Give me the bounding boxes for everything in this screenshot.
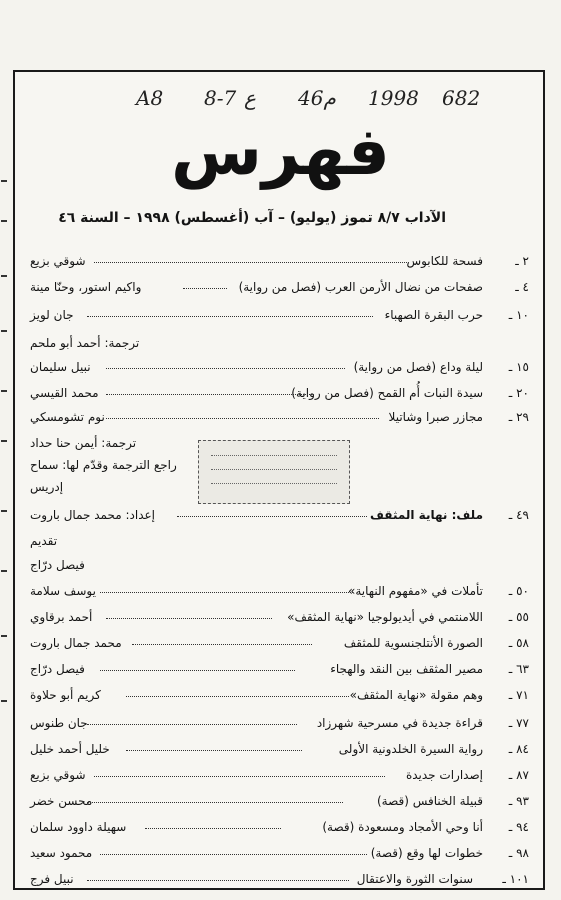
toc-leader-dots: [87, 724, 297, 725]
toc-entry: [0, 280, 561, 300]
toc-author: شوقي بزيع: [30, 768, 86, 782]
toc-page-number: ٢٩ ـ: [508, 410, 529, 424]
toc-author: ترجمة: أيمن حنا حداد: [30, 436, 137, 450]
toc-author: أحمد برقاوي: [30, 610, 93, 624]
toc-title: قبيلة الخنافس (قصة): [376, 794, 483, 808]
toc-entry: [0, 636, 561, 656]
toc-leader-dots: [87, 316, 373, 317]
toc-author: شوقي بزيع: [30, 254, 86, 268]
toc-author: ترجمة: أحمد أبو ملحم: [30, 336, 140, 350]
toc-title: تأملات في «مفهوم النهاية»: [348, 584, 483, 598]
toc-title: سنوات الثورة والاعتقال: [356, 872, 473, 886]
note-month: 8-7: [204, 86, 237, 110]
toc-author: واكيم استور، وحنّا مينة: [30, 280, 142, 294]
toc-author: خليل أحمد خليل: [30, 742, 110, 756]
toc-entry: [0, 360, 561, 380]
toc-entry: [0, 480, 561, 500]
toc-title: رواية السيرة الخلدونية الأولى: [338, 742, 483, 756]
toc-entry: [0, 458, 561, 478]
toc-page-number: ١٠ ـ: [508, 308, 529, 322]
toc-author: فيصل درّاج: [30, 662, 85, 676]
toc-page-number: ٨٤ ـ: [508, 742, 529, 756]
toc-title: إصدارات جديدة: [405, 768, 483, 782]
toc-entry: [0, 688, 561, 708]
toc-leader-dots: [94, 776, 385, 777]
toc-author: إدريس: [30, 480, 64, 494]
toc-page-number: ٢٠ ـ: [508, 386, 529, 400]
toc-leader-dots: [106, 418, 379, 419]
toc-title: حرب البقرة الصهباء: [384, 308, 483, 322]
toc-page-number: ٩٤ ـ: [508, 820, 529, 834]
toc-title: فسحة للكابوس: [406, 254, 483, 268]
toc-entry: [0, 610, 561, 630]
note-page: 682: [442, 86, 481, 110]
toc-leader-dots: [106, 368, 345, 369]
toc-title: الصورة الأنتلجنسوية للمثقف: [343, 636, 483, 650]
toc-leader-dots: [87, 802, 343, 803]
toc-entry: [0, 386, 561, 406]
toc-author: محسن خضر: [30, 794, 93, 808]
toc-page-number: ٦٣ ـ: [508, 662, 529, 676]
handwritten-catalog-note: [120, 78, 520, 118]
toc-leader-dots: [106, 618, 272, 619]
toc-entry: [0, 584, 561, 604]
toc-leader-dots: [100, 854, 367, 855]
toc-leader-dots: [87, 880, 349, 881]
toc-title: سيدة النبات أُم القمح (فصل من رواية): [291, 386, 483, 400]
toc-leader-dots: [132, 644, 312, 645]
toc-page-number: ٢ ـ: [515, 254, 529, 268]
toc-author: يوسف سلامة: [30, 584, 96, 598]
toc-entry: [0, 742, 561, 762]
toc-entry: [0, 820, 561, 840]
toc-entry: [0, 308, 561, 328]
toc-author: نبيل سليمان: [30, 360, 91, 374]
toc-title: أنا وحي الأمجاد ومسعودة (قصة): [322, 820, 483, 834]
toc-page-number: ٧٧ ـ: [508, 716, 529, 730]
toc-title: خطوات لها وقع (قصة): [370, 846, 483, 860]
toc-entry: [0, 716, 561, 736]
toc-entry: [0, 254, 561, 274]
toc-entry: [0, 336, 561, 356]
toc-entry: [0, 662, 561, 682]
toc-title: ملف: نهاية المثقف: [370, 508, 483, 522]
toc-entry: [0, 410, 561, 430]
toc-entry: [0, 508, 561, 528]
note-volume: م46: [298, 86, 336, 110]
page-title: فهرس: [171, 113, 390, 190]
note-issue: ع: [244, 86, 256, 110]
toc-leader-dots: [94, 262, 409, 263]
toc-author: إعداد: محمد جمال باروت: [30, 508, 155, 522]
toc-page-number: ٥٥ ـ: [508, 610, 529, 624]
toc-leader-dots: [100, 670, 295, 671]
toc-entry: [0, 794, 561, 814]
toc-leader-dots: [126, 696, 349, 697]
toc-entry: [0, 436, 561, 456]
toc-entry: [0, 558, 561, 578]
toc-leader-dots: [145, 828, 281, 829]
toc-author: سهيلة داوود سلمان: [30, 820, 127, 834]
issue-subtitle: الآداب ٨/٧ تموز (يوليو) – آب (أغسطس) ١٩٩٨ – السنة ٤٦: [58, 210, 446, 226]
toc-leader-dots: [177, 516, 367, 517]
toc-title: قراءة جديدة في مسرحية شهرزاد: [316, 716, 483, 730]
toc-page-number: ٤ ـ: [515, 280, 529, 294]
toc-leader-dots: [106, 394, 314, 395]
toc-leader-dots: [126, 750, 302, 751]
toc-author: نوم تشومسكي: [30, 410, 105, 424]
note-year: 1998: [368, 86, 419, 110]
toc-page-number: ٧١ ـ: [508, 688, 529, 702]
toc-author: نبيل فرج: [30, 872, 74, 886]
toc-author: راجع الترجمة وقدّم لها: سماح: [30, 458, 177, 472]
toc-entry: [0, 768, 561, 788]
toc-title: مصير المثقف بين النقد والهجاء: [330, 662, 483, 676]
toc-author: محمود سعيد: [30, 846, 93, 860]
toc-author: كريم أبو حلاوة: [30, 688, 101, 702]
toc-leader-dots: [100, 592, 353, 593]
toc-title: اللامنتمي في أيديولوجيا «نهاية المثقف»: [287, 610, 483, 624]
toc-page-number: ٩٨ ـ: [508, 846, 529, 860]
toc-page-number: ١٥ ـ: [508, 360, 529, 374]
toc-author: فيصل درّاج: [30, 558, 85, 572]
toc-page-number: ٩٣ ـ: [508, 794, 529, 808]
toc-entry: [0, 872, 561, 892]
toc-leader-dots: [183, 288, 227, 289]
toc-author: تقديم: [30, 534, 58, 548]
toc-page-number: ٤٩ ـ: [508, 508, 529, 522]
toc-page-number: ٥٨ ـ: [508, 636, 529, 650]
toc-title: ليلة وداع (فصل من رواية): [353, 360, 483, 374]
toc-entry: [0, 846, 561, 866]
toc-author: جان لويز: [30, 308, 74, 322]
toc-page-number: ١٠١ ـ: [502, 872, 529, 886]
toc-page-number: ٥٠ ـ: [508, 584, 529, 598]
note-code: A8: [136, 86, 164, 110]
toc-title: وهم مقولة «نهاية المثقف»: [349, 688, 483, 702]
toc-title: مجازر صبرا وشاتيلا: [388, 410, 483, 424]
toc-author: جان طنوس: [30, 716, 88, 730]
toc-author: محمد القيسي: [30, 386, 99, 400]
toc-title: صفحات من نضال الأرمن العرب (فصل من رواية): [238, 280, 483, 294]
toc-page-number: ٨٧ ـ: [508, 768, 529, 782]
toc-author: محمد جمال باروت: [30, 636, 122, 650]
toc-entry: [0, 534, 561, 554]
